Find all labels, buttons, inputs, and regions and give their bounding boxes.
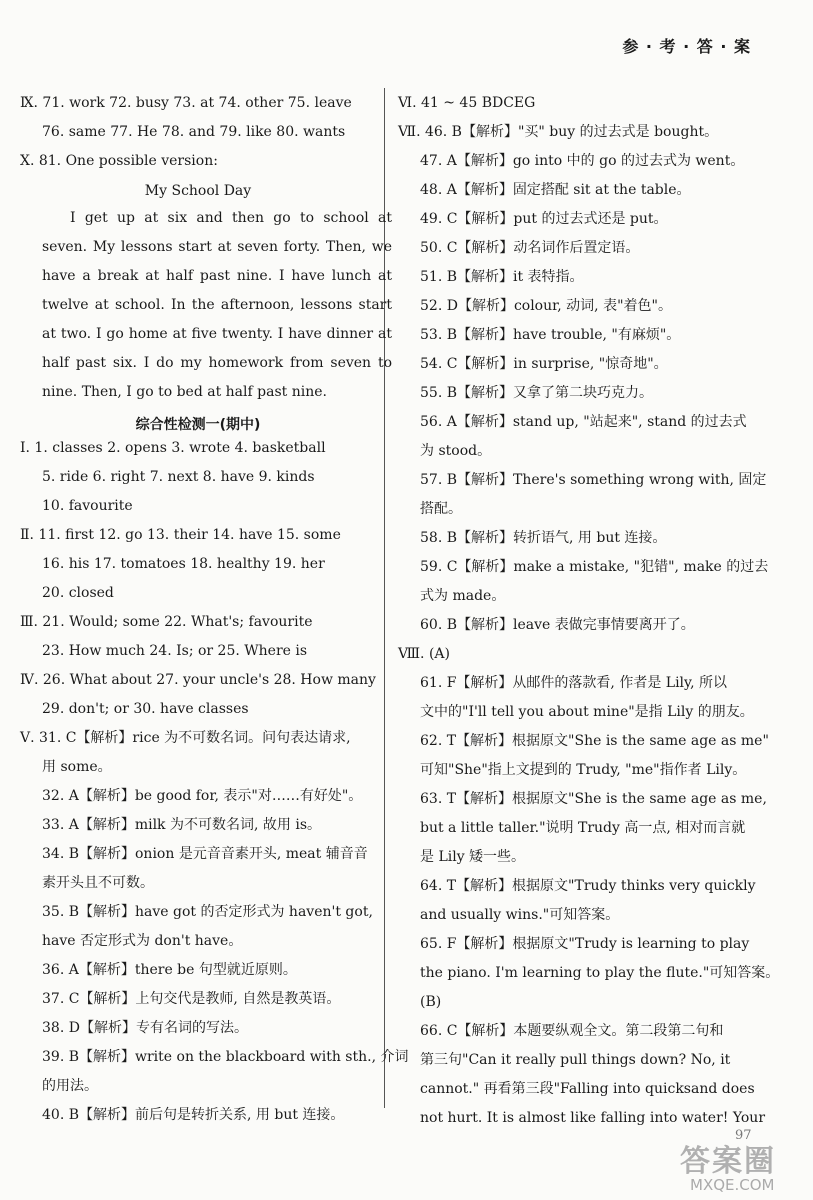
answer-line: 5. ride 6. right 7. next 8. have 9. kinds — [42, 469, 315, 485]
page-header: 参 · 考 · 答 · 案 — [622, 37, 751, 56]
answer-line: 36. A【解析】there be 句型就近原则。 — [42, 962, 297, 978]
answer-line: 64. T【解析】根据原文"Trudy thinks very quickly — [420, 878, 756, 894]
answer-line: 可知"She"指上文提到的 Trudy, "me"指作者 Lily。 — [420, 762, 747, 778]
answer-line: 搭配。 — [420, 501, 462, 517]
answer-line: not hurt. It is almost like falling into water! Your — [420, 1110, 766, 1126]
answer-line: 56. A【解析】stand up, "站起来", stand 的过去式 — [420, 414, 747, 430]
answer-line: cannot." 再看第三段"Falling into quicksand does — [420, 1081, 755, 1097]
answer-line: 29. don't; or 30. have classes — [42, 701, 249, 717]
answer-line: 32. A【解析】be good for, 表示"对……有好处"。 — [42, 788, 363, 804]
answer-line: 的用法。 — [42, 1078, 98, 1094]
answer-line: 文中的"I'll tell you about mine"是指 Lily 的朋友。 — [420, 704, 754, 720]
answer-line: 34. B【解析】onion 是元音音素开头, meat 辅音音 — [42, 846, 368, 862]
watermark-logo: 答案圈 — [680, 1144, 776, 1179]
answer-line: 55. B【解析】又拿了第二块巧克力。 — [420, 385, 654, 401]
answer-line: Ⅷ. (A) — [398, 646, 450, 662]
answer-line: Ⅲ. 21. Would; some 22. What's; favourite — [20, 614, 313, 630]
answer-line: (B) — [420, 994, 442, 1010]
answer-line: 素开头且不可数。 — [42, 875, 154, 891]
answer-line: Ⅹ. 81. One possible version: — [20, 153, 218, 169]
answer-line: 54. C【解析】in surprise, "惊奇地"。 — [420, 356, 668, 372]
answer-line: 61. F【解析】从邮件的落款看, 作者是 Lily, 所以 — [420, 675, 727, 691]
page-number: 97 — [735, 1128, 752, 1143]
answer-line: 第三句"Can it really pull things down? No, it — [420, 1052, 731, 1068]
answer-line: Ⅸ. 71. work 72. busy 73. at 74. other 75. leave — [20, 95, 352, 111]
section-title: 综合性检测一(期中) — [135, 417, 261, 433]
answer-line: 40. B【解析】前后句是转折关系, 用 but 连接。 — [42, 1107, 345, 1123]
answer-line: 60. B【解析】leave 表做完事情要离开了。 — [420, 617, 695, 633]
answer-line: 58. B【解析】转折语气, 用 but 连接。 — [420, 530, 667, 546]
answer-line: have 否定形式为 don't have。 — [42, 933, 243, 949]
answer-line: 35. B【解析】have got 的否定形式为 haven't got, — [42, 904, 373, 920]
answer-line: 66. C【解析】本题要纵观全文。第二段第二句和 — [420, 1023, 724, 1039]
answer-line: 16. his 17. tomatoes 18. healthy 19. her — [42, 556, 325, 572]
answer-line: 51. B【解析】it 表特指。 — [420, 269, 584, 285]
answer-line: 65. F【解析】根据原文"Trudy is learning to play — [420, 936, 750, 952]
answer-line: 为 stood。 — [420, 443, 492, 459]
answer-line: Ⅴ. 31. C【解析】rice 为不可数名词。问句表达请求, — [20, 730, 351, 746]
answer-line: 63. T【解析】根据原文"She is the same age as me, — [420, 791, 767, 807]
answer-line: 57. B【解析】There's something wrong with, 固定 — [420, 472, 767, 488]
answer-line: 33. A【解析】milk 为不可数名词, 故用 is。 — [42, 817, 322, 833]
answer-line: 39. B【解析】write on the blackboard with sth., 介词 — [42, 1049, 409, 1065]
answer-line: 37. C【解析】上句交代是教师, 自然是教英语。 — [42, 991, 341, 1007]
essay-title: My School Day — [144, 183, 252, 199]
answer-line: 20. closed — [42, 585, 114, 601]
answer-line: 23. How much 24. Is; or 25. Where is — [42, 643, 308, 659]
answer-line: 48. A【解析】固定搭配 sit at the table。 — [420, 182, 691, 198]
answer-line: 62. T【解析】根据原文"She is the same age as me" — [420, 733, 769, 749]
answer-line: 53. B【解析】have trouble, "有麻烦"。 — [420, 327, 681, 343]
answer-line: 用 some。 — [42, 759, 112, 775]
answer-line: 38. D【解析】专有名词的写法。 — [42, 1020, 248, 1036]
answer-line: Ⅶ. 46. B【解析】"买" buy 的过去式是 bought。 — [398, 124, 719, 140]
answer-line: but a little taller."说明 Trudy 高一点, 相对而言就 — [420, 820, 746, 836]
answer-line: Ⅰ. 1. classes 2. opens 3. wrote 4. basketball — [20, 440, 326, 456]
answer-line: the piano. I'm learning to play the flute."可知答案。 — [420, 965, 780, 981]
answer-line: 76. same 77. He 78. and 79. like 80. wants — [42, 124, 346, 140]
watermark-url: MXQE.COM — [690, 1176, 775, 1194]
essay-body: I get up at six and then go to school at seven. My lessons start at seven forty. Then, we have a break at half past nine. I have lunch at twelve at school. In the afternoon, lessons start at two. I go home at five twenty. I have dinner at half past six. I do my homework from seven to nine. Then, I go to bed at half past nine. — [42, 210, 392, 400]
answer-line: 是 Lily 矮一些。 — [420, 849, 526, 865]
answer-line: 47. A【解析】go into 中的 go 的过去式为 went。 — [420, 153, 745, 169]
answer-line: 式为 made。 — [420, 588, 506, 604]
answer-line: Ⅵ. 41 ~ 45 BDCEG — [398, 95, 536, 111]
answer-line: Ⅱ. 11. first 12. go 13. their 14. have 15. some — [20, 527, 341, 543]
answer-line: 50. C【解析】动名词作后置定语。 — [420, 240, 640, 256]
answer-line: Ⅳ. 26. What about 27. your uncle's 28. How many — [20, 672, 376, 688]
answer-line: 59. C【解析】make a mistake, "犯错", make 的过去 — [420, 559, 769, 575]
answer-line: and usually wins."可知答案。 — [420, 907, 620, 923]
answer-line: 10. favourite — [42, 498, 133, 514]
answer-line: 52. D【解析】colour, 动词, 表"着色"。 — [420, 298, 672, 314]
answer-line: 49. C【解析】put 的过去式还是 put。 — [420, 211, 668, 227]
